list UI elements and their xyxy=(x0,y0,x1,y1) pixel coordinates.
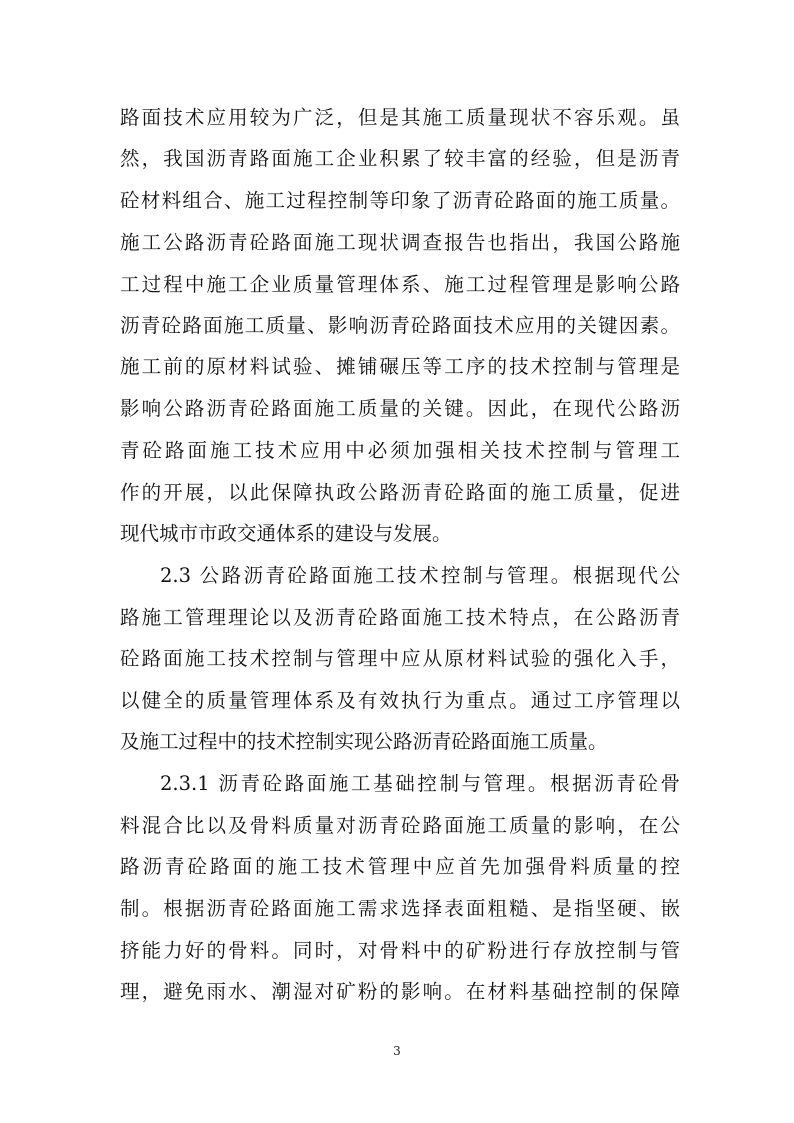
paragraph-3-line-4: 制。根据沥青砼路面施工需求选择表面粗糙、是指坚硬、嵌 xyxy=(120,897,680,920)
paragraph-1-line-9: 青砼路面施工技术应用中必须加强相关技术控制与管理工 xyxy=(120,439,680,462)
paragraph-3-line-3: 路沥青砼路面的施工技术管理中应首先加强骨料质量的控 xyxy=(120,855,680,878)
paragraph-1-line-1: 路面技术应用较为广泛，但是其施工质量现状不容乐观。虽 xyxy=(120,106,680,129)
paragraph-2-line-2: 路施工管理理论以及沥青砼路面施工技术特点，在公路沥青 xyxy=(120,606,680,629)
paragraph-1-line-7: 施工前的原材料试验、摊铺碾压等工序的技术控制与管理是 xyxy=(120,355,680,378)
paragraph-1-line-11: 现代城市市政交通体系的建设与发展。 xyxy=(120,522,452,545)
paragraph-3-line-2: 料混合比以及骨料质量对沥青砼路面施工质量的影响，在公 xyxy=(120,814,680,837)
paragraph-1-line-10: 作的开展，以此保障执政公路沥青砼路面的施工质量，促进 xyxy=(120,481,680,504)
paragraph-2-line-4: 以健全的质量管理体系及有效执行为重点。通过工序管理以 xyxy=(120,689,680,712)
page-number: 3 xyxy=(393,1044,401,1058)
paragraph-1-line-2: 然，我国沥青路面施工企业积累了较丰富的经验，但是沥青 xyxy=(120,147,680,170)
paragraph-1-line-8: 影响公路沥青砼路面施工质量的关键。因此，在现代公路沥 xyxy=(120,397,680,420)
paragraph-2-line-5: 及施工过程中的技术控制实现公路沥青砼路面施工质量。 xyxy=(120,730,608,753)
paragraph-3-line-1: 2.3.1 沥青砼路面施工基础控制与管理。根据沥青砼骨 xyxy=(160,772,680,795)
paragraph-1-line-3: 砼材料组合、施工过程控制等印象了沥青砼路面的施工质量。 xyxy=(120,189,680,212)
paragraph-3-line-5: 挤能力好的骨料。同时，对骨料中的矿粉进行存放控制与管 xyxy=(120,939,680,962)
paragraph-3-line-6: 理，避免雨水、潮湿对矿粉的影响。在材料基础控制的保障 xyxy=(120,980,680,1003)
paragraph-1-line-6: 沥青砼路面施工质量、影响沥青砼路面技术应用的关键因素。 xyxy=(120,314,680,337)
paragraph-2-line-1: 2.3 公路沥青砼路面施工技术控制与管理。根据现代公 xyxy=(160,564,680,587)
paragraph-1-line-5: 工过程中施工企业质量管理体系、施工过程管理是影响公路 xyxy=(120,273,680,296)
paragraph-2-line-3: 砼路面施工技术控制与管理中应从原材料试验的强化入手， xyxy=(120,647,680,670)
paragraph-1-line-4: 施工公路沥青砼路面施工现状调查报告也指出，我国公路施 xyxy=(120,231,680,254)
